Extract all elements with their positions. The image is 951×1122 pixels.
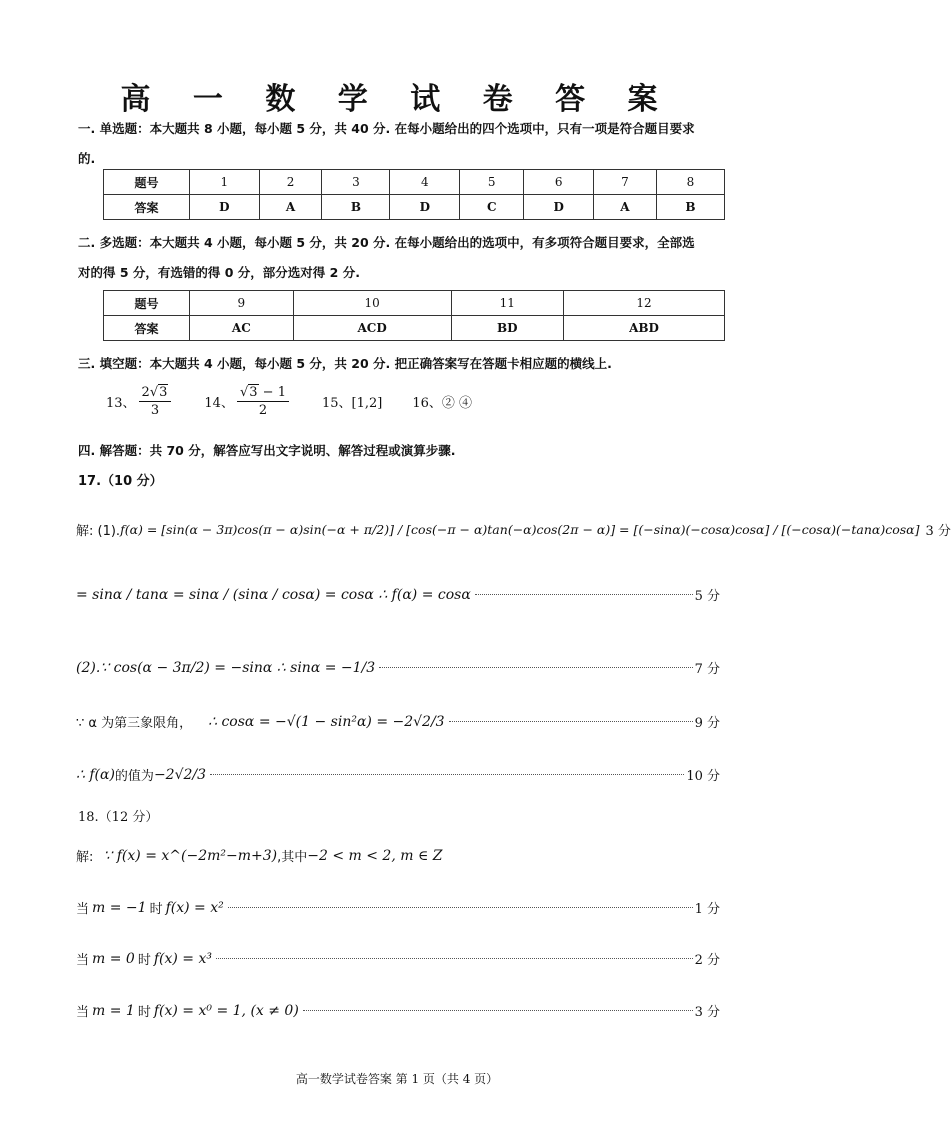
p18-step-1 — [76, 846, 720, 865]
p17-step3-expr: (2).∵ cos(α − 3π/2) = −sinα ∴ sinα = −1/3 — [76, 659, 376, 676]
q13-denominator: 3 — [150, 403, 160, 418]
section3-heading: 三. 填空题：本大题共 4 小题，每小题 5 分，共 20 分. 把正确答案写在答题卡相应题的横线上. — [78, 356, 612, 371]
question-number: 8 — [656, 170, 724, 195]
section2-heading — [78, 228, 738, 288]
question-number: 6 — [524, 170, 594, 195]
p17-step4-cn: ∵ α 为第三象限角， — [76, 716, 193, 731]
answer-cell: BD — [451, 316, 563, 341]
p18-step2-cn: 当 — [76, 902, 90, 917]
q13-fraction — [139, 384, 172, 419]
fill-answer-15: 15、[1,2] — [321, 396, 383, 411]
dotted-leader — [216, 958, 693, 959]
p18-step1-expr: ∵ f(x) = x^(−2m²−m+3) — [103, 847, 278, 864]
answer-cell: B — [656, 195, 724, 220]
q14-numerator — [237, 384, 289, 402]
p17-step5-val: −2√2/3 — [153, 766, 207, 783]
q13-label: 13、 — [106, 396, 136, 411]
p17-step1-prefix: 解: (1). — [76, 524, 121, 539]
page-title: 高 一 数 学 试 卷 答 案 — [120, 82, 674, 117]
question-number: 12 — [564, 291, 725, 316]
q14-label: 14、 — [204, 396, 234, 411]
q13-numerator — [139, 384, 172, 402]
fill-answer-16: 16、② ④ — [412, 396, 473, 411]
page-footer: 高一数学试卷答案 第 1 页（共 4 页） — [295, 1072, 499, 1086]
answer-cell: D — [524, 195, 594, 220]
p18-step2-score: 1 分 — [694, 902, 720, 917]
p17-step-3 — [76, 658, 720, 677]
q14-fraction — [237, 384, 289, 419]
p18-step2-cn2: 时 — [149, 902, 163, 917]
p18-step1-cn2: ,其中 — [277, 850, 308, 865]
p17-step5-prefix: ∴ f(α) — [76, 766, 115, 783]
question-number: 1 — [190, 170, 260, 195]
question-number: 2 — [259, 170, 322, 195]
p18-step4-cond: m = 1 — [92, 1002, 135, 1019]
p18-step3-score: 2 分 — [694, 953, 720, 968]
p17-step3-score: 7 分 — [694, 662, 720, 677]
question-number: 4 — [390, 170, 460, 195]
p18-step4-cn2: 时 — [137, 1005, 151, 1020]
p17-step4-expr: ∴ cosα = −√(1 − sin²α) = −2√2/3 — [208, 713, 445, 730]
section1-answer-table — [103, 169, 725, 220]
sqrt-sign-icon: √ 3 — [239, 385, 258, 400]
table-row — [104, 316, 725, 341]
p18-step4-cn: 当 — [76, 1005, 90, 1020]
p18-step1-cond: −2 < m < 2, m ∈ Z — [307, 847, 443, 864]
p18-step-2 — [76, 898, 720, 917]
p17-step4-score: 9 分 — [694, 716, 720, 731]
p17-step2-expr: = sinα / tanα = sinα / (sinα / cosα) = cosα ∴ f(α) = cosα — [76, 586, 471, 603]
p18-step2-res: f(x) = x² — [165, 899, 224, 916]
section1-heading-line2: 的. — [78, 151, 96, 166]
row-label-question: 题号 — [104, 291, 190, 316]
question-number: 9 — [190, 291, 294, 316]
answer-cell: D — [390, 195, 460, 220]
problem-17-title: 17.（10 分） — [78, 474, 163, 489]
p18-step3-res: f(x) = x³ — [153, 950, 212, 967]
fill-answer-13 — [106, 384, 174, 419]
answer-cell: D — [190, 195, 260, 220]
p17-step5-score: 10 分 — [686, 769, 720, 784]
q14-num-radicand: 3 — [249, 385, 258, 400]
row-label-question: 题号 — [104, 170, 190, 195]
sqrt-sign-icon: √ 3 — [149, 385, 168, 400]
p18-step1-cn: 解: — [76, 850, 94, 865]
p17-step1-score: 3 分 — [925, 524, 951, 539]
question-number: 11 — [451, 291, 563, 316]
p18-step3-cond: m = 0 — [92, 950, 135, 967]
section2-answer-table — [103, 290, 725, 341]
p17-step-2 — [76, 585, 720, 604]
row-label-answer: 答案 — [104, 195, 190, 220]
answer-cell: ACD — [293, 316, 451, 341]
question-number: 7 — [594, 170, 657, 195]
question-number: 5 — [460, 170, 524, 195]
q13-num-coef: 2 — [141, 385, 150, 400]
answer-cell: C — [460, 195, 524, 220]
p18-step4-score: 3 分 — [694, 1005, 720, 1020]
answer-cell: A — [594, 195, 657, 220]
p17-step-4 — [76, 712, 720, 731]
section1-heading — [78, 114, 738, 174]
q13-num-radicand: 3 — [159, 385, 168, 400]
answer-cell: A — [259, 195, 322, 220]
question-number: 3 — [322, 170, 390, 195]
p17-step2-score: 5 分 — [694, 589, 720, 604]
p18-step4-res: f(x) = x⁰ = 1, (x ≠ 0) — [153, 1002, 299, 1019]
p18-step2-cond: m = −1 — [92, 899, 147, 916]
section2-heading-line2: 对的得 5 分，有选错的得 0 分，部分选对得 2 分. — [78, 265, 360, 280]
table-row — [104, 170, 725, 195]
p18-step3-cn: 当 — [76, 953, 90, 968]
p17-step-1 — [76, 520, 951, 539]
question-number: 10 — [293, 291, 451, 316]
section4-heading: 四. 解答题：共 70 分，解答应写出文字说明、解答过程或演算步骤. — [78, 443, 456, 458]
p17-step-5 — [76, 765, 720, 784]
dotted-leader — [379, 667, 692, 668]
dotted-leader — [210, 774, 684, 775]
p18-step-4 — [76, 1001, 720, 1020]
section1-heading-line1: 一. 单选题：本大题共 8 小题，每小题 5 分，共 40 分. 在每小题给出的四个选项中，只有一项是符合题目要求 — [78, 121, 695, 136]
q14-num-rest: − 1 — [258, 385, 286, 400]
dotted-leader — [449, 721, 693, 722]
fill-answers-row — [106, 384, 502, 419]
answer-cell: ABD — [564, 316, 725, 341]
dotted-leader — [303, 1010, 693, 1011]
table-row — [104, 291, 725, 316]
q14-denominator: 2 — [258, 403, 268, 418]
dotted-leader — [228, 907, 693, 908]
dotted-leader — [475, 594, 693, 595]
p18-step-3 — [76, 949, 720, 968]
row-label-answer: 答案 — [104, 316, 190, 341]
answer-cell: B — [322, 195, 390, 220]
p17-step1-expr: f(α) = [sin(α − 3π)cos(π − α)sin(−α + π/2)] / [cos(−π − α)tan(−α)cos(2π − α)] = [(−sinα)(−cosα)cosα] / [(−cosα)(−tanα)cosα] — [120, 522, 920, 537]
table-row — [104, 195, 725, 220]
p17-step5-cn: 的值为 — [114, 769, 154, 784]
section2-heading-line1: 二. 多选题：本大题共 4 小题，每小题 5 分，共 20 分. 在每小题给出的选项中，有多项符合题目要求，全部选 — [78, 235, 695, 250]
answer-cell: AC — [190, 316, 294, 341]
problem-18-title: 18.（12 分） — [78, 810, 159, 825]
p18-step3-cn2: 时 — [137, 953, 151, 968]
fill-answer-14 — [204, 384, 292, 419]
